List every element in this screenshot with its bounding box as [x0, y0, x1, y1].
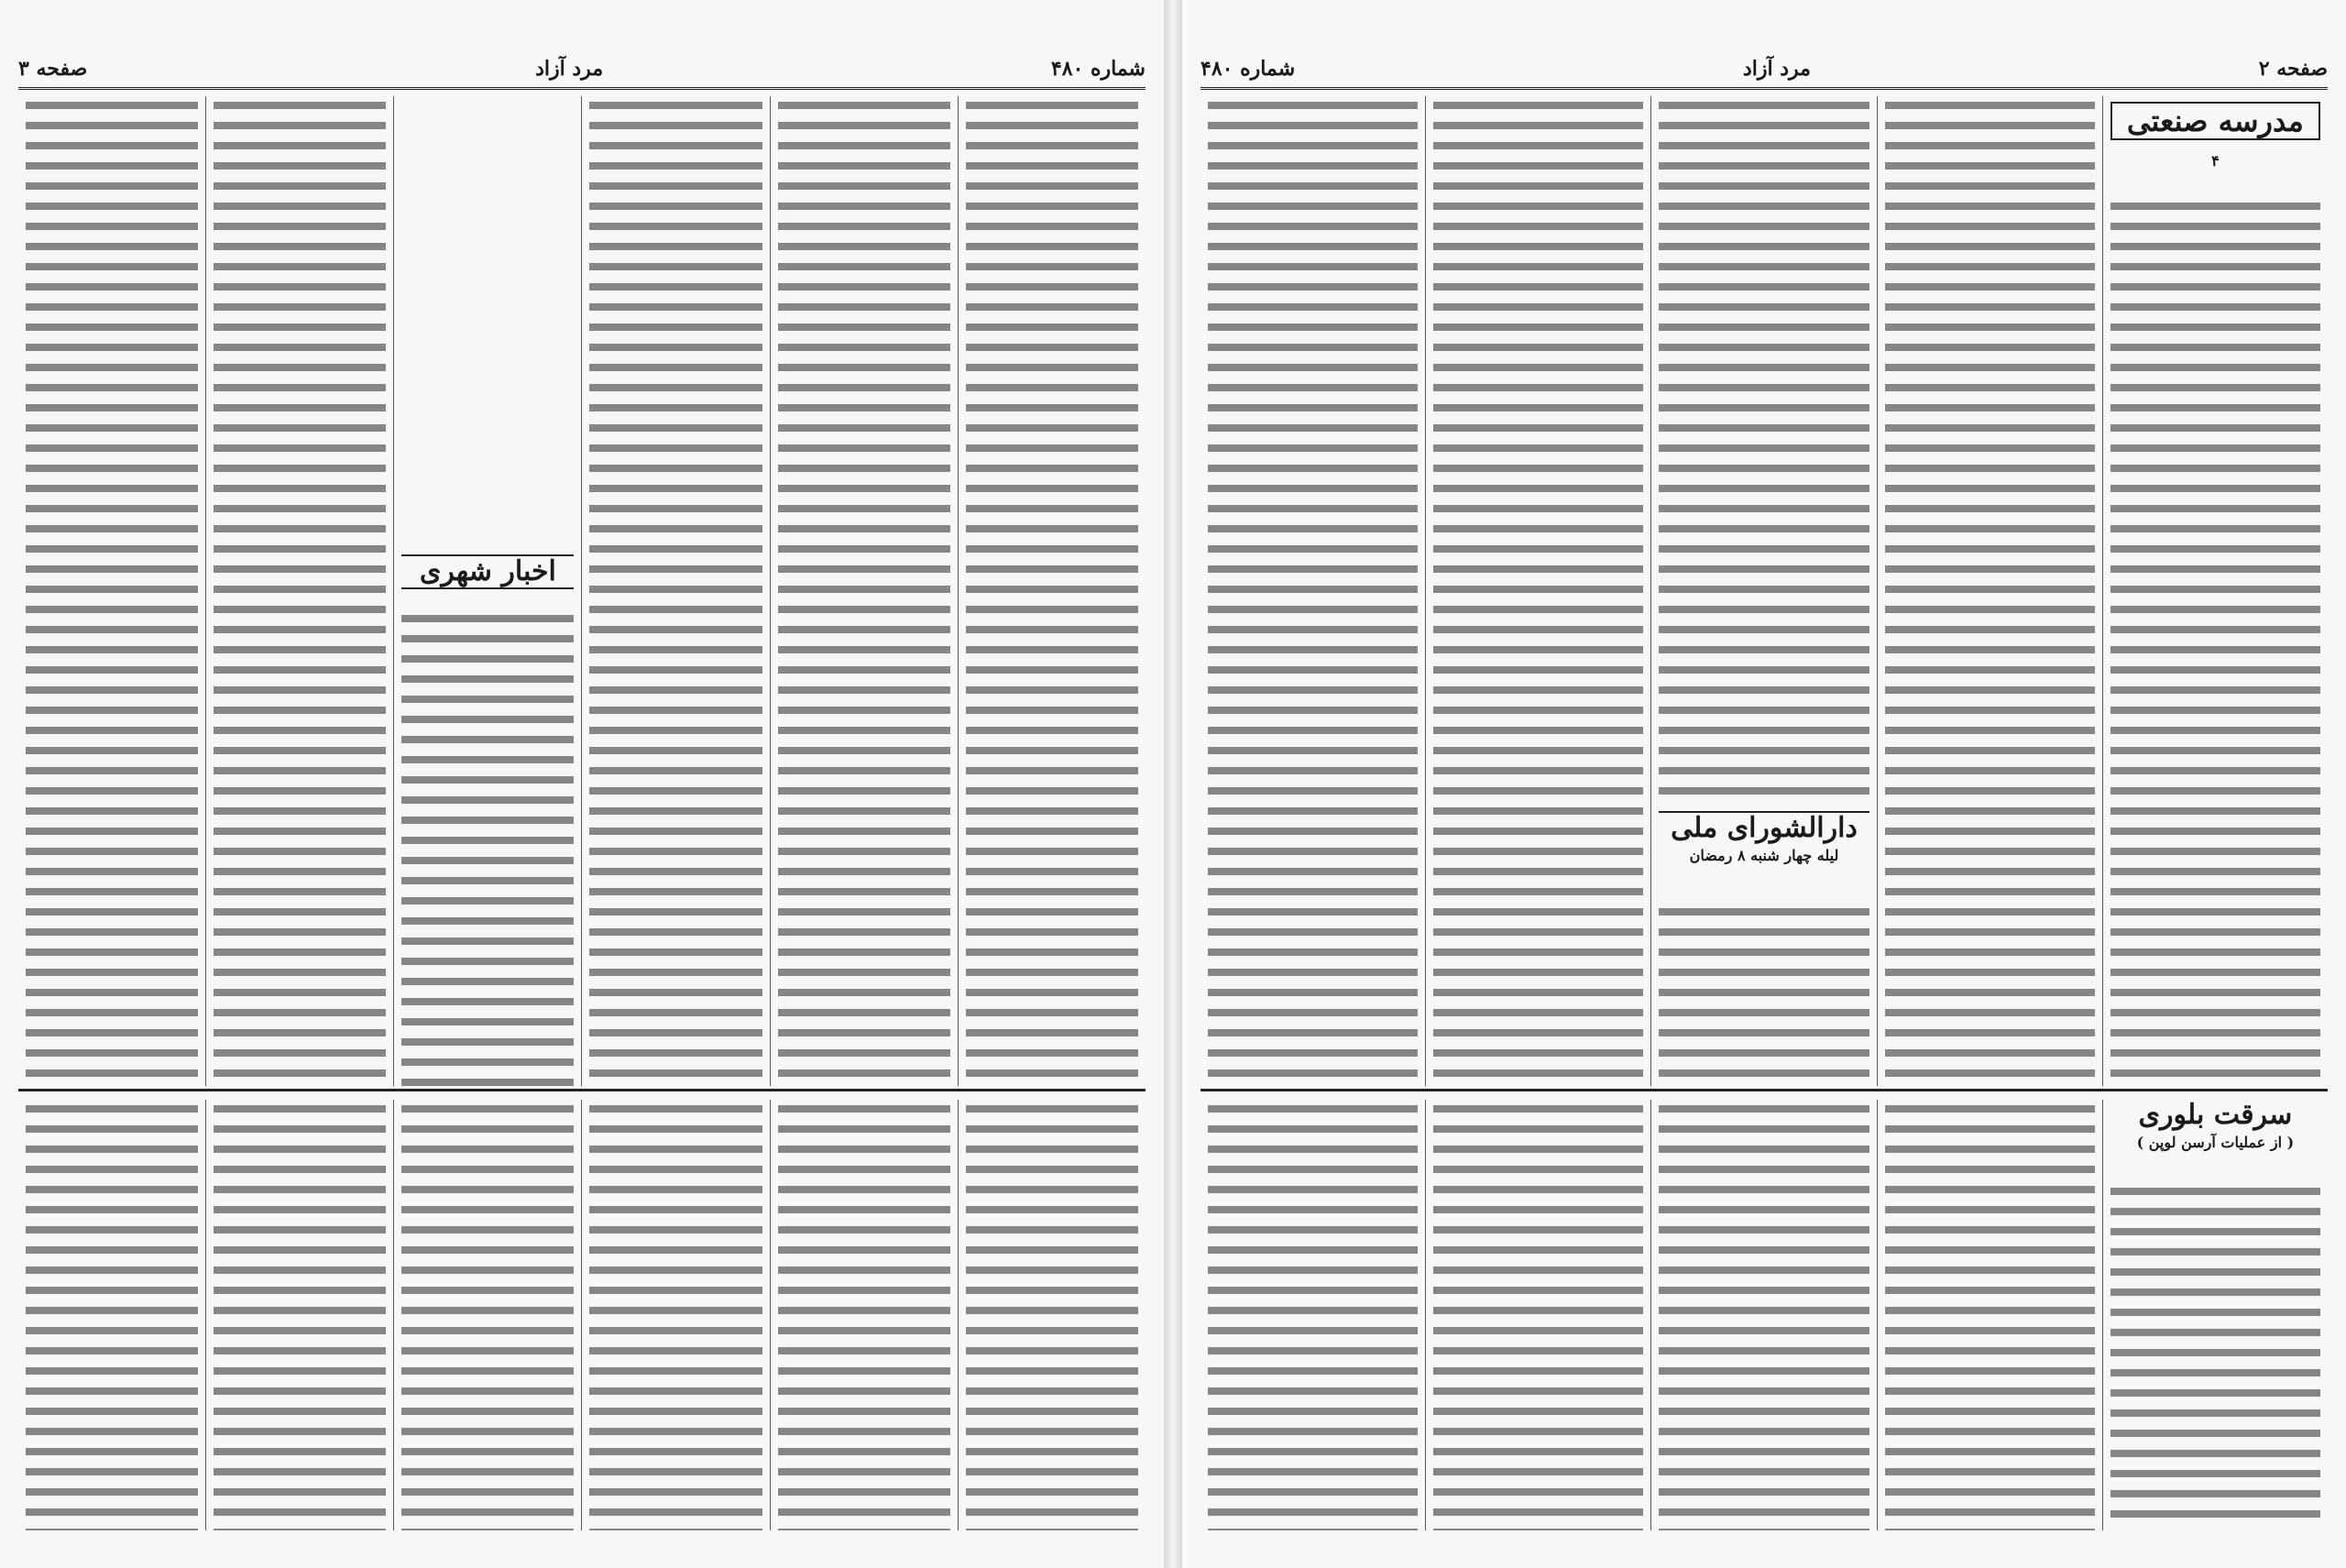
text-body [2110, 197, 2320, 1086]
feature-number: ۴ [2110, 149, 2320, 177]
column [770, 96, 958, 1086]
left-bottom-columns [18, 1100, 1146, 1530]
text-body [778, 96, 950, 1086]
column [1425, 1100, 1650, 1530]
text-body [1208, 1100, 1418, 1530]
text-body [1208, 96, 1418, 1086]
column [1877, 96, 2102, 1086]
column-story [2102, 1100, 2328, 1530]
parliament-subtitle: لیله چهار شنبه ۸ رمضان [1659, 844, 1869, 872]
right-bottom-columns [1200, 1100, 2328, 1530]
column-feature [2102, 96, 2328, 1086]
text-body [966, 1100, 1138, 1530]
column [18, 96, 205, 1086]
issue-label: شماره ۴۸۰ [1050, 57, 1146, 81]
right-page-header [1200, 50, 2328, 90]
text-body [589, 1100, 762, 1530]
column [581, 96, 769, 1086]
paper-name: مرد آزاد [1742, 57, 1811, 81]
text-body [1659, 96, 1869, 802]
column [581, 1100, 769, 1530]
text-body [401, 1100, 574, 1530]
column [393, 1100, 581, 1530]
text-body [1885, 1100, 2095, 1530]
column [958, 96, 1146, 1086]
text-body [2110, 1182, 2320, 1530]
column [1425, 96, 1650, 1086]
text-body [401, 609, 574, 1086]
column [1650, 96, 1876, 1086]
issue-label: شماره ۴۸۰ [1200, 57, 1296, 81]
left-top-columns [18, 96, 1146, 1086]
text-body [1433, 1100, 1643, 1530]
section-title-city-news: اخبار شهری [401, 554, 574, 589]
headline-crystal-theft: سرقت بلوری [2110, 1100, 2320, 1131]
text-body [589, 96, 762, 1086]
paper-name: مرد آزاد [535, 57, 604, 81]
page-label: صفحه ۲ [2258, 57, 2328, 81]
column [1200, 96, 1425, 1086]
column [18, 1100, 205, 1530]
headline-industrial-school: مدرسه صنعتی [2110, 102, 2320, 140]
column [1650, 1100, 1876, 1530]
text-body [214, 96, 386, 1086]
headline-parliament: دارالشورای ملی [1659, 811, 1869, 844]
text-body [26, 1100, 198, 1530]
text-body [778, 1100, 950, 1530]
section-divider [1200, 1089, 2328, 1091]
column [393, 96, 581, 1086]
column [205, 1100, 393, 1530]
right-top-columns [1200, 96, 2328, 1086]
text-body [1659, 903, 1869, 1086]
column [1877, 1100, 2102, 1530]
column [205, 96, 393, 1086]
left-page-header [18, 50, 1146, 90]
column [958, 1100, 1146, 1530]
text-body [214, 1100, 386, 1530]
page-label: صفحه ۳ [18, 57, 88, 81]
story-subtitle: ( از عملیات آرسن لوپن ) [2110, 1131, 2320, 1158]
page-gutter [1164, 0, 1182, 1568]
section-divider [18, 1089, 1146, 1091]
text-body [1433, 96, 1643, 1086]
text-body [1885, 96, 2095, 1086]
column [1200, 1100, 1425, 1530]
text-body [966, 96, 1138, 1086]
left-page [0, 0, 1164, 1568]
right-page [1182, 0, 2346, 1568]
text-body [1659, 1100, 1869, 1530]
column [770, 1100, 958, 1530]
text-body [26, 96, 198, 1086]
